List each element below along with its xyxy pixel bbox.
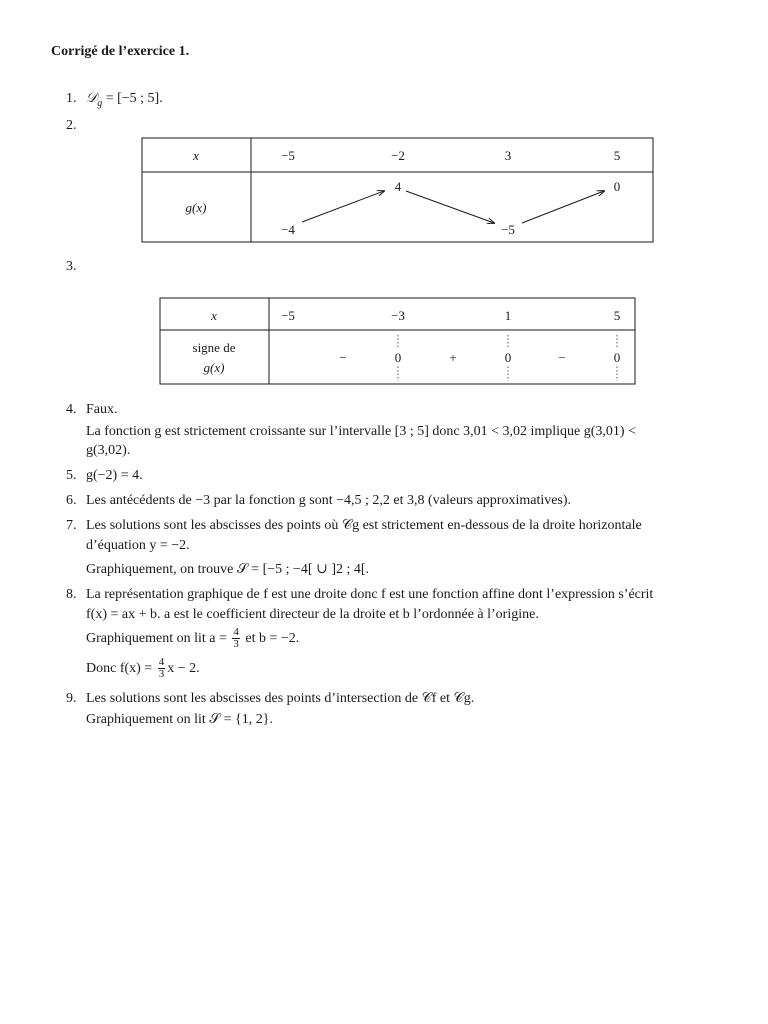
question-4 (66, 401, 118, 419)
variation-x-value: −5 (281, 148, 295, 163)
question-number: 5. (66, 468, 77, 483)
sign-zero: 0 (394, 350, 402, 365)
sign-value: − (339, 350, 347, 365)
answer-text: g(−2) = 4. (86, 468, 143, 483)
answer-text: Les solutions sont les abscisses des points où 𝒞g est strictement en-dessous de la droite horizontale (86, 518, 642, 533)
fraction (232, 627, 240, 650)
answer-text: x − 2. (167, 661, 200, 676)
variation-x-value: 5 (613, 148, 621, 163)
variation-x-label: x (193, 148, 199, 163)
sign-x-label: x (211, 308, 217, 323)
sign-table (0, 295, 768, 387)
answer-text: et b = −2. (245, 631, 300, 646)
question-number: 1. (66, 91, 77, 106)
sign-value: + (449, 350, 457, 365)
sign-x-value: 1 (504, 308, 512, 323)
question-7 (66, 517, 642, 535)
page-title: Corrigé de l’exercice 1. (51, 44, 190, 59)
question-8 (66, 586, 653, 604)
question-5 (66, 467, 143, 485)
sign-x-value: 5 (613, 308, 621, 323)
answer-text: f(x) = ax + b. a est le coefficient directeur de la droite et b l’ordonnée à l’origine. (86, 607, 539, 622)
fraction (158, 657, 166, 680)
sign-row-label: g(x) (203, 360, 225, 375)
sign-zero: 0 (504, 350, 512, 365)
increasing-arrow (522, 191, 604, 223)
answer-text: g(3,02). (86, 443, 131, 458)
domain-interval: = [−5 ; 5]. (102, 91, 163, 106)
answer-text: Graphiquement, on trouve 𝒮 = [−5 ; −4[ ∪ ]2 ; 4[. (86, 562, 370, 577)
fraction-numerator: 4 (158, 656, 165, 669)
question-6 (66, 492, 571, 510)
variation-value: 4 (394, 179, 402, 194)
sign-row-label: signe de (192, 340, 236, 355)
increasing-arrow (302, 191, 384, 222)
sign-value: − (558, 350, 566, 365)
variation-value: −4 (281, 222, 295, 237)
answer-text: Les antécédents de −3 par la fonction g sont −4,5 ; 2,2 et 3,8 (valeurs approximatives). (86, 493, 572, 508)
question-number: 2. (66, 118, 77, 133)
question-3 (66, 258, 77, 276)
sign-x-value: −3 (391, 308, 405, 323)
answer-text: Graphiquement on lit 𝒮 = {1, 2}. (86, 712, 273, 727)
variation-row-label: g(x) (185, 200, 207, 215)
domain-subscript: g (97, 97, 103, 109)
variation-value: 0 (613, 179, 621, 194)
question-1 (66, 90, 163, 113)
decreasing-arrow (406, 191, 494, 223)
question-number: 8. (66, 587, 77, 602)
domain-symbol: 𝒟 (86, 91, 98, 106)
question-number: 9. (66, 691, 77, 706)
sign-x-value: −5 (281, 308, 295, 323)
question-number: 3. (66, 259, 77, 274)
variation-value: −5 (501, 222, 515, 237)
answer-text: Graphiquement on lit a = (86, 631, 227, 646)
answer-text: Faux. (86, 402, 118, 417)
answer-text: Donc f(x) = (86, 661, 153, 676)
question-number: 7. (66, 518, 77, 533)
variation-table (0, 135, 768, 245)
question-2 (66, 117, 77, 135)
fraction-denominator: 3 (233, 638, 239, 651)
answer-text: La représentation graphique de f est une droite donc f est une fonction affine dont l’expression s’écrit (86, 587, 654, 602)
answer-text: Les solutions sont les abscisses des points d’intersection de 𝒞f et 𝒞g. (86, 691, 475, 706)
question-number: 4. (66, 402, 77, 417)
answer-text: La fonction g est strictement croissante sur l’intervalle [3 ; 5] donc 3,01 < 3,02 implique g(3,01) < (86, 424, 636, 439)
sign-zero: 0 (613, 350, 621, 365)
variation-x-value: 3 (504, 148, 512, 163)
question-number: 6. (66, 493, 77, 508)
fraction-numerator: 4 (233, 626, 239, 639)
answer-line (86, 656, 200, 682)
answer-text: d’équation y = −2. (86, 538, 190, 553)
variation-x-value: −2 (391, 148, 405, 163)
question-9 (66, 690, 474, 708)
fraction-denominator: 3 (158, 668, 165, 681)
answer-line (86, 626, 299, 652)
